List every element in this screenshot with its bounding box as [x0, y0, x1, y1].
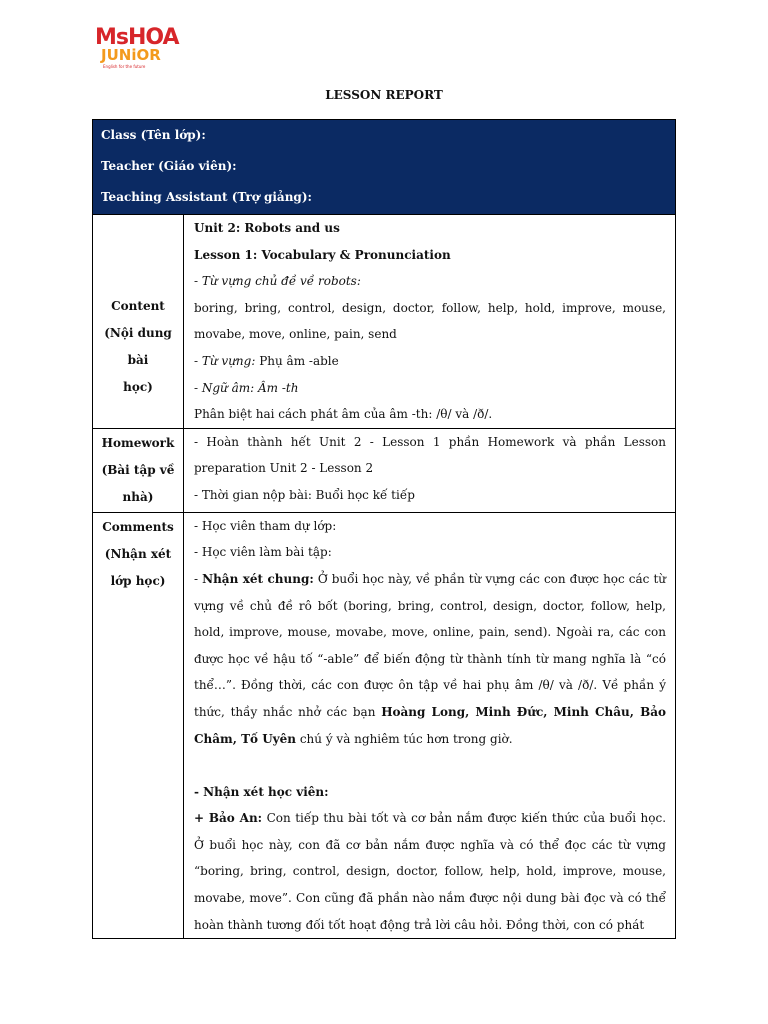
general-names: Hoàng Long, Minh Đức, Minh Châu, Bảo Châm, Tố Uyên — [194, 704, 666, 746]
teaching-assistant-label: Teaching Assistant (Trợ giảng): — [101, 190, 312, 204]
general-prefix: - — [194, 571, 203, 586]
homework-line-2: - Thời gian nộp bài: Buổi học kế tiếp — [194, 487, 415, 502]
teacher-label: Teacher (Giáo viên): — [101, 159, 237, 173]
homework-row — [93, 428, 676, 512]
brand-logo — [95, 26, 190, 76]
comments-label-sub2: lớp học) — [110, 573, 166, 588]
comments-row — [93, 512, 676, 939]
attendance-line: - Học viên tham dự lớp: — [194, 518, 337, 533]
unit-title-text: Unit 2: Robots and us — [194, 221, 340, 235]
vocab-topic — [194, 268, 666, 295]
suffix-line — [194, 348, 666, 375]
general-comment — [194, 566, 666, 752]
comments-label-sub: (Nhận xét — [104, 546, 172, 561]
header-cell — [93, 120, 676, 215]
homework-label: Homework — [101, 435, 175, 450]
content-label-cell — [93, 215, 184, 429]
comments-cell — [184, 512, 676, 939]
lesson-title-text: Lesson 1: Vocabulary & Pronunciation — [194, 247, 451, 262]
phonics-text: - Ngữ âm: Âm -th — [194, 380, 299, 395]
student-text: Con tiếp thu bài tốt và cơ bản nắm được kiến thức của buổi học. Ở buổi học này, con đã cơ bản nắm được nghĩa và có thể đọc các từ vựng “boring, bring, control, design, doctor, follow, help, hold, improve, mouse, movabe, move”. Con cũng đã phần nào nắm được nội dung bài đọc và có thể hoàn thành tương đối tốt hoạt động trả lời câu hỏi. Đồng thời, con có phát — [194, 811, 667, 932]
homework-label-sub2: nhà) — [122, 489, 154, 504]
student-comment — [194, 805, 666, 938]
general-label: Nhận xét chung: — [202, 571, 314, 586]
homework-label-sub: (Bài tập về — [101, 462, 175, 477]
comments-label-cell — [93, 512, 184, 939]
lesson-report-table — [92, 119, 676, 939]
homework-label-cell — [93, 428, 184, 512]
unit-title — [194, 215, 666, 242]
phonics-note: Phân biệt hai cách phát âm của âm -th: /θ/ và /ð/. — [194, 407, 493, 422]
homework-done-line: - Học viên làm bài tập: — [194, 545, 332, 560]
spacer-line — [194, 752, 666, 779]
content-cell — [184, 215, 676, 429]
logo-tagline: English for the future — [103, 64, 146, 69]
comments-label: Comments — [102, 519, 174, 534]
content-label: Content — [111, 299, 165, 313]
vocab-topic-text: - Từ vựng chủ đề về robots: — [194, 274, 361, 289]
content-label-sub: (Nội dung bài — [104, 326, 172, 367]
homework-line-1: - Hoàn thành hết Unit 2 - Lesson 1 phần Homework và phần Lesson preparation Unit 2 - Lesson 2 — [194, 434, 666, 476]
vocab-list: boring, bring, control, design, doctor, follow, help, hold, improve, mouse, movabe, move, online, pain, send — [194, 300, 666, 342]
content-row — [93, 215, 676, 429]
logo-text-junior: JUNiOR — [101, 46, 161, 64]
suffix-text: Phụ âm -able — [255, 353, 339, 368]
content-label-sub2: học) — [123, 380, 153, 394]
logo-text-mshoa: MsHOA — [95, 25, 179, 50]
homework-cell — [184, 428, 676, 512]
page-title: LESSON REPORT — [325, 88, 443, 102]
suffix-prefix: - Từ vựng: — [194, 353, 256, 368]
student-heading-text: - Nhận xét học viên: — [194, 784, 329, 799]
student-heading — [194, 779, 666, 806]
general-end: chú ý và nghiêm túc hơn trong giờ. — [296, 731, 513, 746]
header-row — [93, 120, 676, 215]
class-label: Class (Tên lớp): — [101, 128, 206, 142]
student-name: + Bảo An: — [194, 811, 263, 826]
general-text: Ở buổi học này, về phần từ vựng các con được học các từ vựng về chủ đề rô bốt (boring, bring, control, design, doctor, follow, help, hold, improve, mouse, movabe, move, online, pain, send). Ngoài ra, các con được học về hậu tố “-able” để biến động từ thành tính từ mang nghĩa là “có thể…”. Đồng thời, các con được ôn tập về hai phụ âm /θ/ và /ð/. Về phần ý thức, thầy nhắc nhở các bạn — [194, 571, 666, 719]
lesson-title — [194, 242, 666, 269]
phonics-line — [194, 375, 666, 402]
